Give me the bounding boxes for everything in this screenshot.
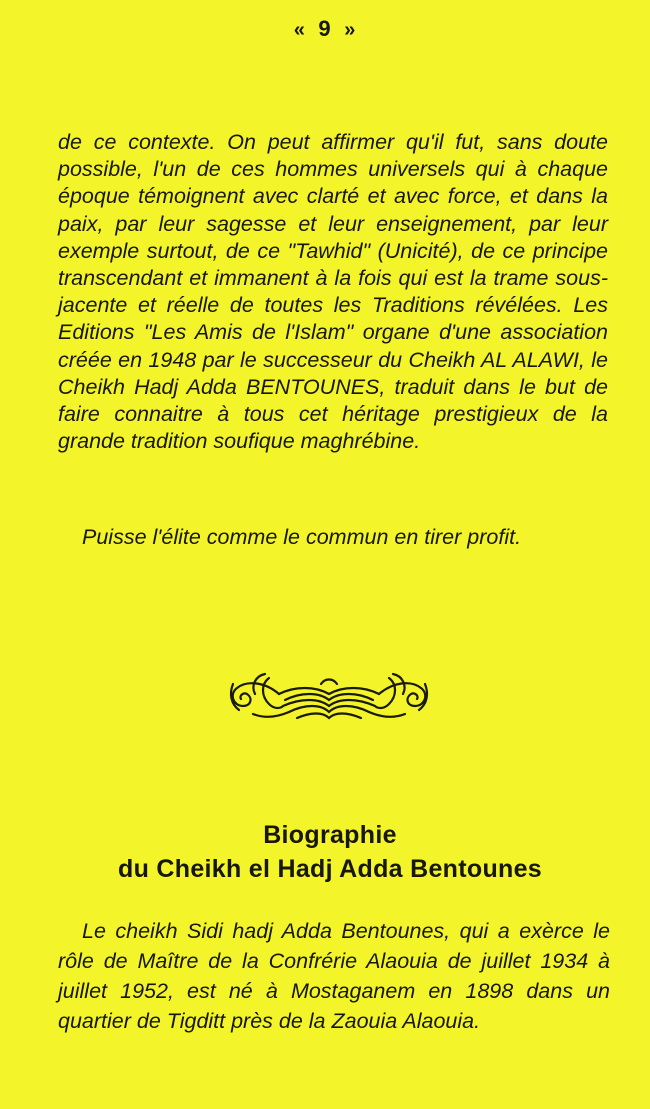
- decorative-flourish-icon: [225, 664, 433, 730]
- heading-line-2: du Cheikh el Hadj Adda Bentounes: [118, 855, 542, 883]
- heading-line-1: Biographie: [263, 821, 397, 849]
- page-number-value: 9: [318, 16, 332, 41]
- closing-paragraph: Puisse l'élite comme le commun en tirer profit.: [82, 525, 522, 549]
- biography-heading: [0, 818, 650, 886]
- page-number-close-quote: »: [344, 19, 357, 41]
- page-number: [0, 16, 650, 42]
- biography-paragraph: Le cheikh Sidi hadj Adda Bentounes, qui a exèrce le rôle de Maître de la Confrérie Alaouia de juillet 1934 à juillet 1952, est né à Mostaganem en 1898 dans un quartier de Tigditt près de la Zaouia Alaouia.: [58, 919, 610, 1033]
- intro-paragraph: de ce contexte. On peut affirmer qu'il fut, sans doute possible, l'un de ces hommes universels qui à chaque époque témoignent avec clarté et avec force, et dans la paix, par leur sagesse et leur enseignement, par leur exemple surtout, de ce "Tawhid" (Unicité), de ce principe transcendant et immanent à la fois qui est la trame sous-jacente et réelle de toutes les Traditions révélées. Les Editions "Les Amis de l'Islam" organe d'une association créée en 1948 par le successeur du Cheikh AL ALAWI, le Cheikh Hadj Adda BENTOUNES, traduit dans le but de faire connaitre à tous cet héritage prestigieux de la grande tradition soufique maghrébine.: [58, 130, 608, 454]
- page-number-open-quote: «: [293, 19, 306, 41]
